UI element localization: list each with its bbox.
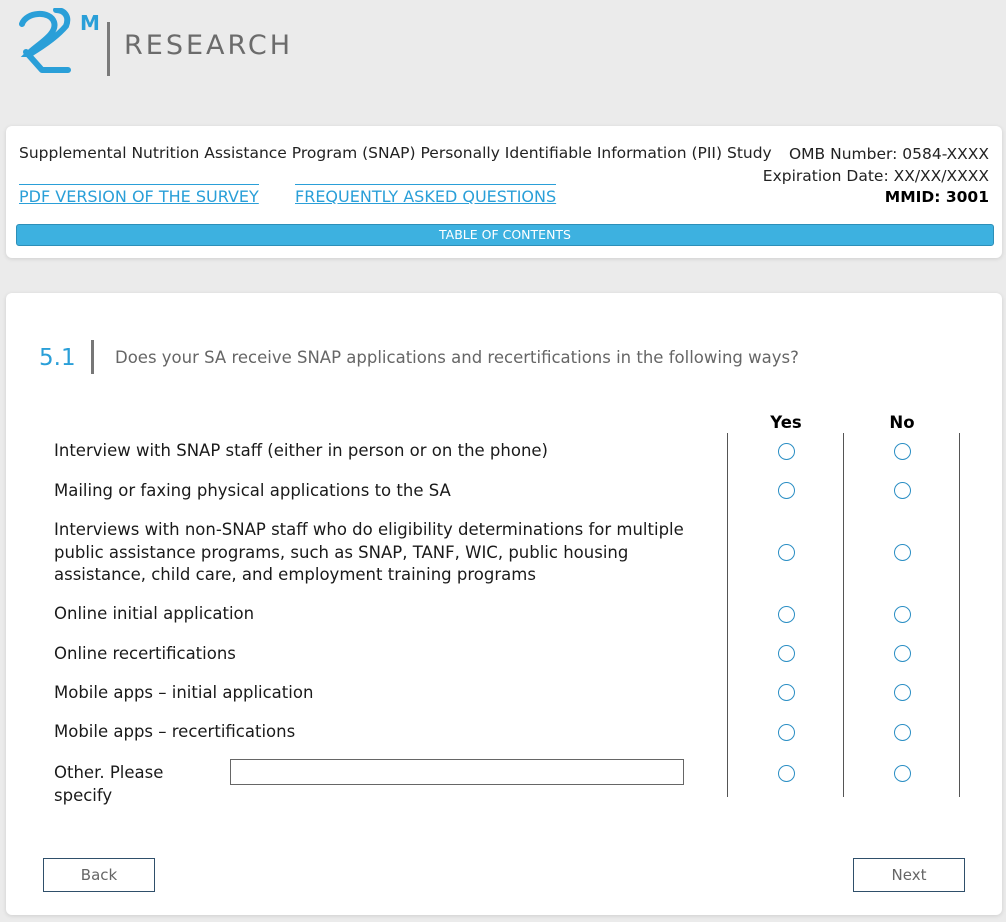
logo-text: RESEARCH [124, 30, 294, 61]
row-label-mailing-faxing: Mailing or faxing physical applications to the SA [54, 481, 451, 500]
column-header-no: No [889, 413, 915, 432]
radio-no-interviews-non-snap-staff[interactable] [894, 544, 911, 561]
table-of-contents-button[interactable]: TABLE OF CONTENTS [16, 224, 994, 246]
question-card [6, 293, 1002, 915]
radio-yes-online-initial-application[interactable] [778, 606, 795, 623]
mmid: MMID: 3001 [884, 188, 989, 206]
row-label-other: Other. Please specify [54, 763, 164, 805]
column-divider [959, 433, 960, 797]
other-specify-input[interactable] [230, 759, 684, 785]
expiration-date: Expiration Date: XX/XX/XXXX [762, 166, 989, 185]
omb-number: OMB Number: 0584-XXXX [788, 145, 989, 163]
row-label-interview-snap-staff: Interview with SNAP staff (either in person or on the phone) [54, 441, 548, 460]
radio-no-mobile-apps-initial[interactable] [894, 684, 911, 701]
question-number: 5.1 [39, 345, 76, 371]
logo [16, 8, 296, 80]
question-text: Does your SA receive SNAP applications and recertifications in the following ways? [115, 348, 799, 367]
question-divider [91, 340, 94, 374]
radio-no-other[interactable] [894, 765, 911, 782]
radio-no-mobile-apps-recertifications[interactable] [894, 724, 911, 741]
omb-info [763, 144, 989, 209]
radio-no-mailing-faxing[interactable] [894, 482, 911, 499]
row-label-online-initial-application: Online initial application [54, 604, 255, 623]
faq-link[interactable]: FREQUENTLY ASKED QUESTIONS [295, 184, 556, 206]
radio-no-online-initial-application[interactable] [894, 606, 911, 623]
row-label-interviews-non-snap-staff: Interviews with non-SNAP staff who do eligibility determinations for multiple public assistance programs, such as SNAP, TANF, WIC, public housing assistance, child care, and employment training programs [54, 520, 684, 584]
header-card [6, 126, 1002, 258]
logo-2m-mark [16, 8, 106, 80]
logo-divider [107, 22, 110, 76]
radio-yes-mailing-faxing[interactable] [778, 482, 795, 499]
svg-text:M: M [80, 11, 100, 35]
radio-yes-mobile-apps-initial[interactable] [778, 684, 795, 701]
back-button[interactable]: Back [43, 858, 155, 892]
radio-yes-interviews-non-snap-staff[interactable] [778, 544, 795, 561]
radio-yes-other[interactable] [778, 765, 795, 782]
pdf-version-link[interactable]: PDF VERSION OF THE SURVEY [19, 184, 259, 206]
radio-no-interview-snap-staff[interactable] [894, 443, 911, 460]
column-divider [843, 433, 844, 797]
row-label-mobile-apps-recertifications: Mobile apps – recertifications [54, 722, 296, 741]
row-label-mobile-apps-initial: Mobile apps – initial application [54, 683, 314, 702]
study-title: Supplemental Nutrition Assistance Program (SNAP) Personally Identifiable Information (PII) Study [19, 144, 772, 162]
radio-yes-interview-snap-staff[interactable] [778, 443, 795, 460]
radio-yes-online-recertifications[interactable] [778, 645, 795, 662]
next-button[interactable]: Next [853, 858, 965, 892]
radio-no-online-recertifications[interactable] [894, 645, 911, 662]
row-label-online-recertifications: Online recertifications [54, 644, 236, 663]
radio-yes-mobile-apps-recertifications[interactable] [778, 724, 795, 741]
column-header-yes: Yes [770, 413, 802, 432]
column-divider [727, 433, 728, 797]
